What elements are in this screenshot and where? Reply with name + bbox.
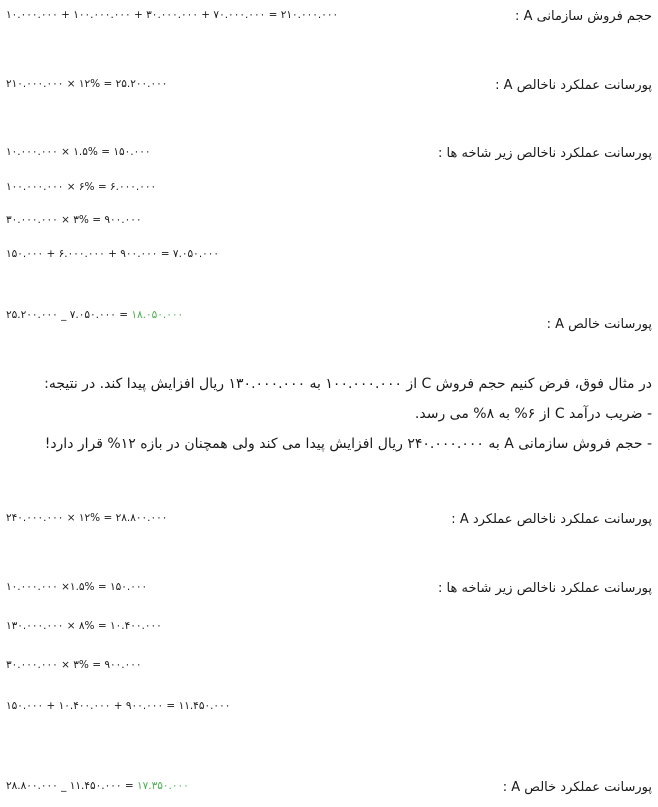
net-commission-row-2: [6, 780, 652, 795]
net-commission-equation-2: [6, 780, 189, 792]
sub-commission-2-equation-1: ۱۰.۰۰۰.۰۰۰ ×۱.۵% = ۱۵۰.۰۰۰: [6, 581, 148, 593]
net-commission-prefix: ۲۵.۲۰۰.۰۰۰ _ ۷.۰۵۰.۰۰۰ =: [6, 309, 132, 321]
sub-commission-2-equation-3: ۳۰.۰۰۰.۰۰۰ × ۳% = ۹۰۰.۰۰۰: [6, 659, 142, 671]
net-commission-2-prefix: ۲۸.۸۰۰.۰۰۰ _ ۱۱.۴۵۰.۰۰۰ =: [6, 780, 137, 792]
sub-commission-2-equation-2: ۱۳۰.۰۰۰.۰۰۰ × ۸% = ۱۰.۴۰۰.۰۰۰: [6, 620, 162, 632]
sub-commission-label-2: پورسانت عملکرد ناخالص زیر شاخه ها :: [438, 581, 652, 596]
paragraph-line-3: - حجم فروش سازمانی A به ۲۴۰.۰۰۰.۰۰۰ ریال افزایش پیدا می کند ولی همچنان در بازه ۱۲% قرار دارد!: [44, 436, 652, 452]
sub-commission-2-sum: ۱۵۰.۰۰۰ + ۱۰.۴۰۰.۰۰۰ + ۹۰۰.۰۰۰ = ۱۱.۴۵۰.۰۰۰: [6, 700, 231, 712]
paragraph-line-1: در مثال فوق، فرض کنیم حجم فروش C از ۱۰۰.۰۰۰.۰۰۰ به ۱۳۰.۰۰۰.۰۰۰ ریال افزایش پیدا کند. در نتیجه:: [44, 376, 652, 392]
sub-commission-label: پورسانت عملکرد ناخالص زیر شاخه ها :: [438, 146, 652, 161]
org-sales-label: حجم فروش سازمانی A :: [515, 9, 652, 24]
sub-commission-row-2: [6, 581, 652, 596]
gross-commission-label: پورسانت عملکرد ناخالص A :: [495, 78, 652, 93]
net-commission-row: [6, 309, 652, 332]
net-commission-equation: [6, 309, 183, 321]
sub-commission-equation-3: ۳۰.۰۰۰.۰۰۰ × ۳% = ۹۰۰.۰۰۰: [6, 214, 142, 226]
paragraph-line-2: - ضریب درآمد C از ۶% به ۸% می رسد.: [414, 406, 652, 422]
net-commission-2-result: ۱۷.۳۵۰.۰۰۰: [136, 780, 189, 792]
org-sales-row: [6, 9, 652, 24]
org-sales-equation: ۱۰.۰۰۰.۰۰۰ + ۱۰۰.۰۰۰.۰۰۰ + ۳۰.۰۰۰.۰۰۰ + ۷۰.۰۰۰.۰۰۰ = ۲۱۰.۰۰۰.۰۰۰: [6, 9, 339, 21]
gross-commission-equation: ۲۱۰.۰۰۰.۰۰۰ × ۱۲% = ۲۵.۲۰۰.۰۰۰: [6, 78, 168, 90]
net-commission-result: ۱۸.۰۵۰.۰۰۰: [131, 309, 184, 321]
gross-commission-row: [6, 78, 652, 93]
sub-commission-equation-1: ۱۰.۰۰۰.۰۰۰ × ۱.۵% = ۱۵۰.۰۰۰: [6, 146, 151, 158]
net-commission-label: پورسانت خالص A :: [546, 317, 652, 332]
sub-commission-row: [6, 146, 652, 161]
gross-commission-row-2: [6, 512, 652, 527]
sub-commission-sum: ۱۵۰.۰۰۰ + ۶.۰۰۰.۰۰۰ + ۹۰۰.۰۰۰ = ۷.۰۵۰.۰۰۰: [6, 248, 220, 260]
net-commission-label-2: پورسانت عملکرد خالص A :: [502, 780, 652, 795]
gross-commission-equation-2: ۲۴۰.۰۰۰.۰۰۰ × ۱۲% = ۲۸.۸۰۰.۰۰۰: [6, 512, 168, 524]
sub-commission-equation-2: ۱۰۰.۰۰۰.۰۰۰ × ۶% = ۶.۰۰۰.۰۰۰: [6, 181, 157, 193]
gross-commission-label-2: پورسانت عملکرد ناخالص عملکرد A :: [451, 512, 652, 527]
